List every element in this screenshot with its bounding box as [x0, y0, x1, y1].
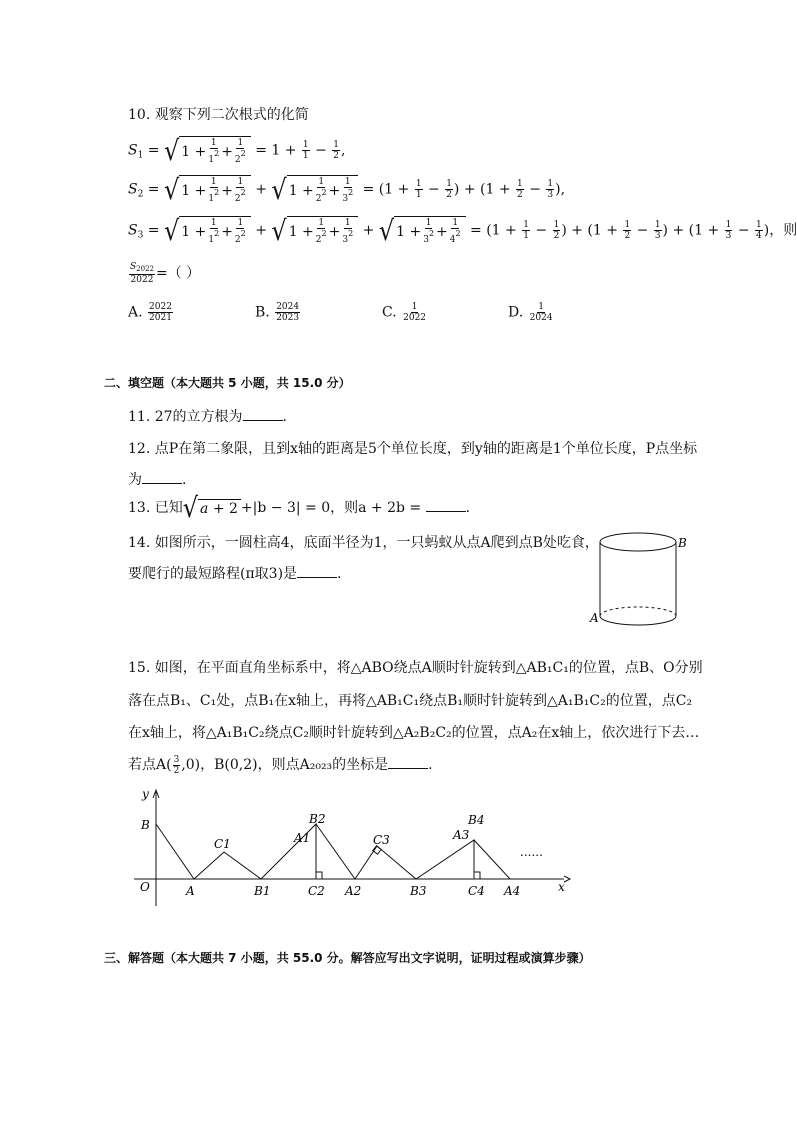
q15-line2: 落在点B₁、C₁处，点B₁在x轴上，再将△AB₁C₁绕点B₁顺时针旋转到△A₁B₁C₂的位置，点C₂: [128, 693, 693, 709]
q10-ask-tail: =（ ）: [156, 265, 201, 282]
q15-line4: 若点A( $\frac{3}{2}$ ,0)，B(0,2)，则点A₂₀₂₃的坐标是 .: [128, 754, 433, 776]
q15-line3: 在x轴上，将△A₁B₁C₂绕点C₂顺时针旋转到△A₂B₂C₂的位置，点A₂在x轴上，依次进行下去…: [128, 725, 700, 741]
q13: 13. 已知 √ a + 2 +|b − 3| = 0，则a + 2b = .: [128, 491, 471, 525]
cylinder-label-a: A: [590, 611, 599, 625]
fig-label-a1: A1: [294, 831, 311, 845]
q10-then: ，则: [769, 222, 797, 239]
fig-label-a3: A3: [453, 828, 470, 842]
fig-label-c1: C1: [214, 837, 231, 851]
q10-option-a[interactable]: A. $\frac{2022}{2021}$: [128, 302, 172, 323]
q10-s2: $S_2$ = √ 1 + $\frac{1}{12}$ + $\frac{1}{22}$ + √ 1 + $\frac{1}{22}$ + $\frac{1}{32}$ = (1 + $\frac{1}{1}$ − $\frac{1}{2}$ ) + (1 + $\frac{1}{2}$ − $\frac{1}{3}$ ),: [128, 173, 566, 206]
q10-option-c[interactable]: C. $\frac{1}{2022}$: [382, 302, 427, 323]
q15-line1: 15. 如图，在平面直角坐标系中，将△ABO绕点A顺时针旋转到△AB₁C₁的位置，点B、O分别: [128, 660, 703, 676]
fig-label-dots: ......: [520, 845, 543, 859]
q12-line1: 12. 点P在第二象限，且到x轴的距离是5个单位长度，到y轴的距离是1个单位长度，P点坐标: [128, 441, 698, 457]
fig-label-b2: B2: [309, 812, 326, 826]
q14-line1: 14. 如图所示，一圆柱高4，底面半径为1，一只蚂蚁从点A爬到点B处吃食，: [128, 535, 599, 551]
q11: 11. 27的立方根为 .: [128, 409, 287, 425]
fig-label-a4: A4: [504, 884, 521, 898]
fig-label-b1: B1: [254, 884, 271, 898]
section-2-title: 二、填空题（本大题共 5 小题，共 15.0 分）: [104, 376, 351, 390]
q15-answer-blank[interactable]: [388, 756, 428, 769]
q11-answer-blank[interactable]: [243, 408, 283, 421]
cylinder-label-b: B: [678, 536, 687, 550]
q14-answer-blank[interactable]: [297, 565, 337, 578]
fig-label-c4: C4: [468, 884, 485, 898]
q12-line2: 为 .: [128, 472, 187, 488]
q10-option-b[interactable]: B. $\frac{2024}{2023}$: [255, 302, 300, 323]
fig-label-a: A: [186, 884, 195, 898]
q10-stem: 10. 观察下列二次根式的化简: [128, 107, 309, 123]
section-3-title: 三、解答题（本大题共 7 小题，共 55.0 分。解答应写出文字说明，证明过程或演算步骤）: [104, 951, 591, 965]
q14-line2: 要爬行的最短路程(π取3)是 .: [128, 566, 342, 582]
rotation-figure: [128, 784, 578, 908]
q10-option-d[interactable]: D. $\frac{1}{2024}$: [508, 302, 553, 323]
cylinder-figure: [588, 528, 698, 632]
q10-s3: $S_3$ = √ 1 + $\frac{1}{12}$ + $\frac{1}{22}$ + √ 1 + $\frac{1}{22}$ + $\frac{1}{32}$ + √ 1 + $\frac{1}{32}$ + $\frac{1}{42}$ = (1 + $\frac{1}{1}$ − $\frac{1}{2}$ ) + (1 + $\frac{1}{2}$ − $\frac{1}{3}$ ) + (1 + $\frac{1}{3}$ − $\frac{1}{4}$ )，则: [128, 214, 797, 247]
q12-answer-blank[interactable]: [142, 471, 182, 484]
fig-label-c3: C3: [373, 833, 390, 847]
fig-label-a2: A2: [345, 884, 362, 898]
q13-answer-blank[interactable]: [426, 499, 466, 512]
fig-label-x: x: [558, 880, 565, 894]
fig-label-b3: B3: [410, 884, 427, 898]
fig-label-o: O: [140, 880, 150, 894]
fig-label-b: B: [141, 818, 150, 832]
q10-s1: $S_1$ = √ 1 + $\frac{1}{12}$ + $\frac{1}{22}$ = 1 + $\frac{1}{1}$ − $\frac{1}{2}$ ,: [128, 134, 346, 167]
q10-ask: $\frac{S_{2022}}{2022}$ =（ ）: [130, 262, 201, 285]
fig-label-b4: B4: [468, 813, 485, 827]
fig-label-y: y: [142, 787, 149, 801]
fig-label-c2: C2: [308, 884, 325, 898]
